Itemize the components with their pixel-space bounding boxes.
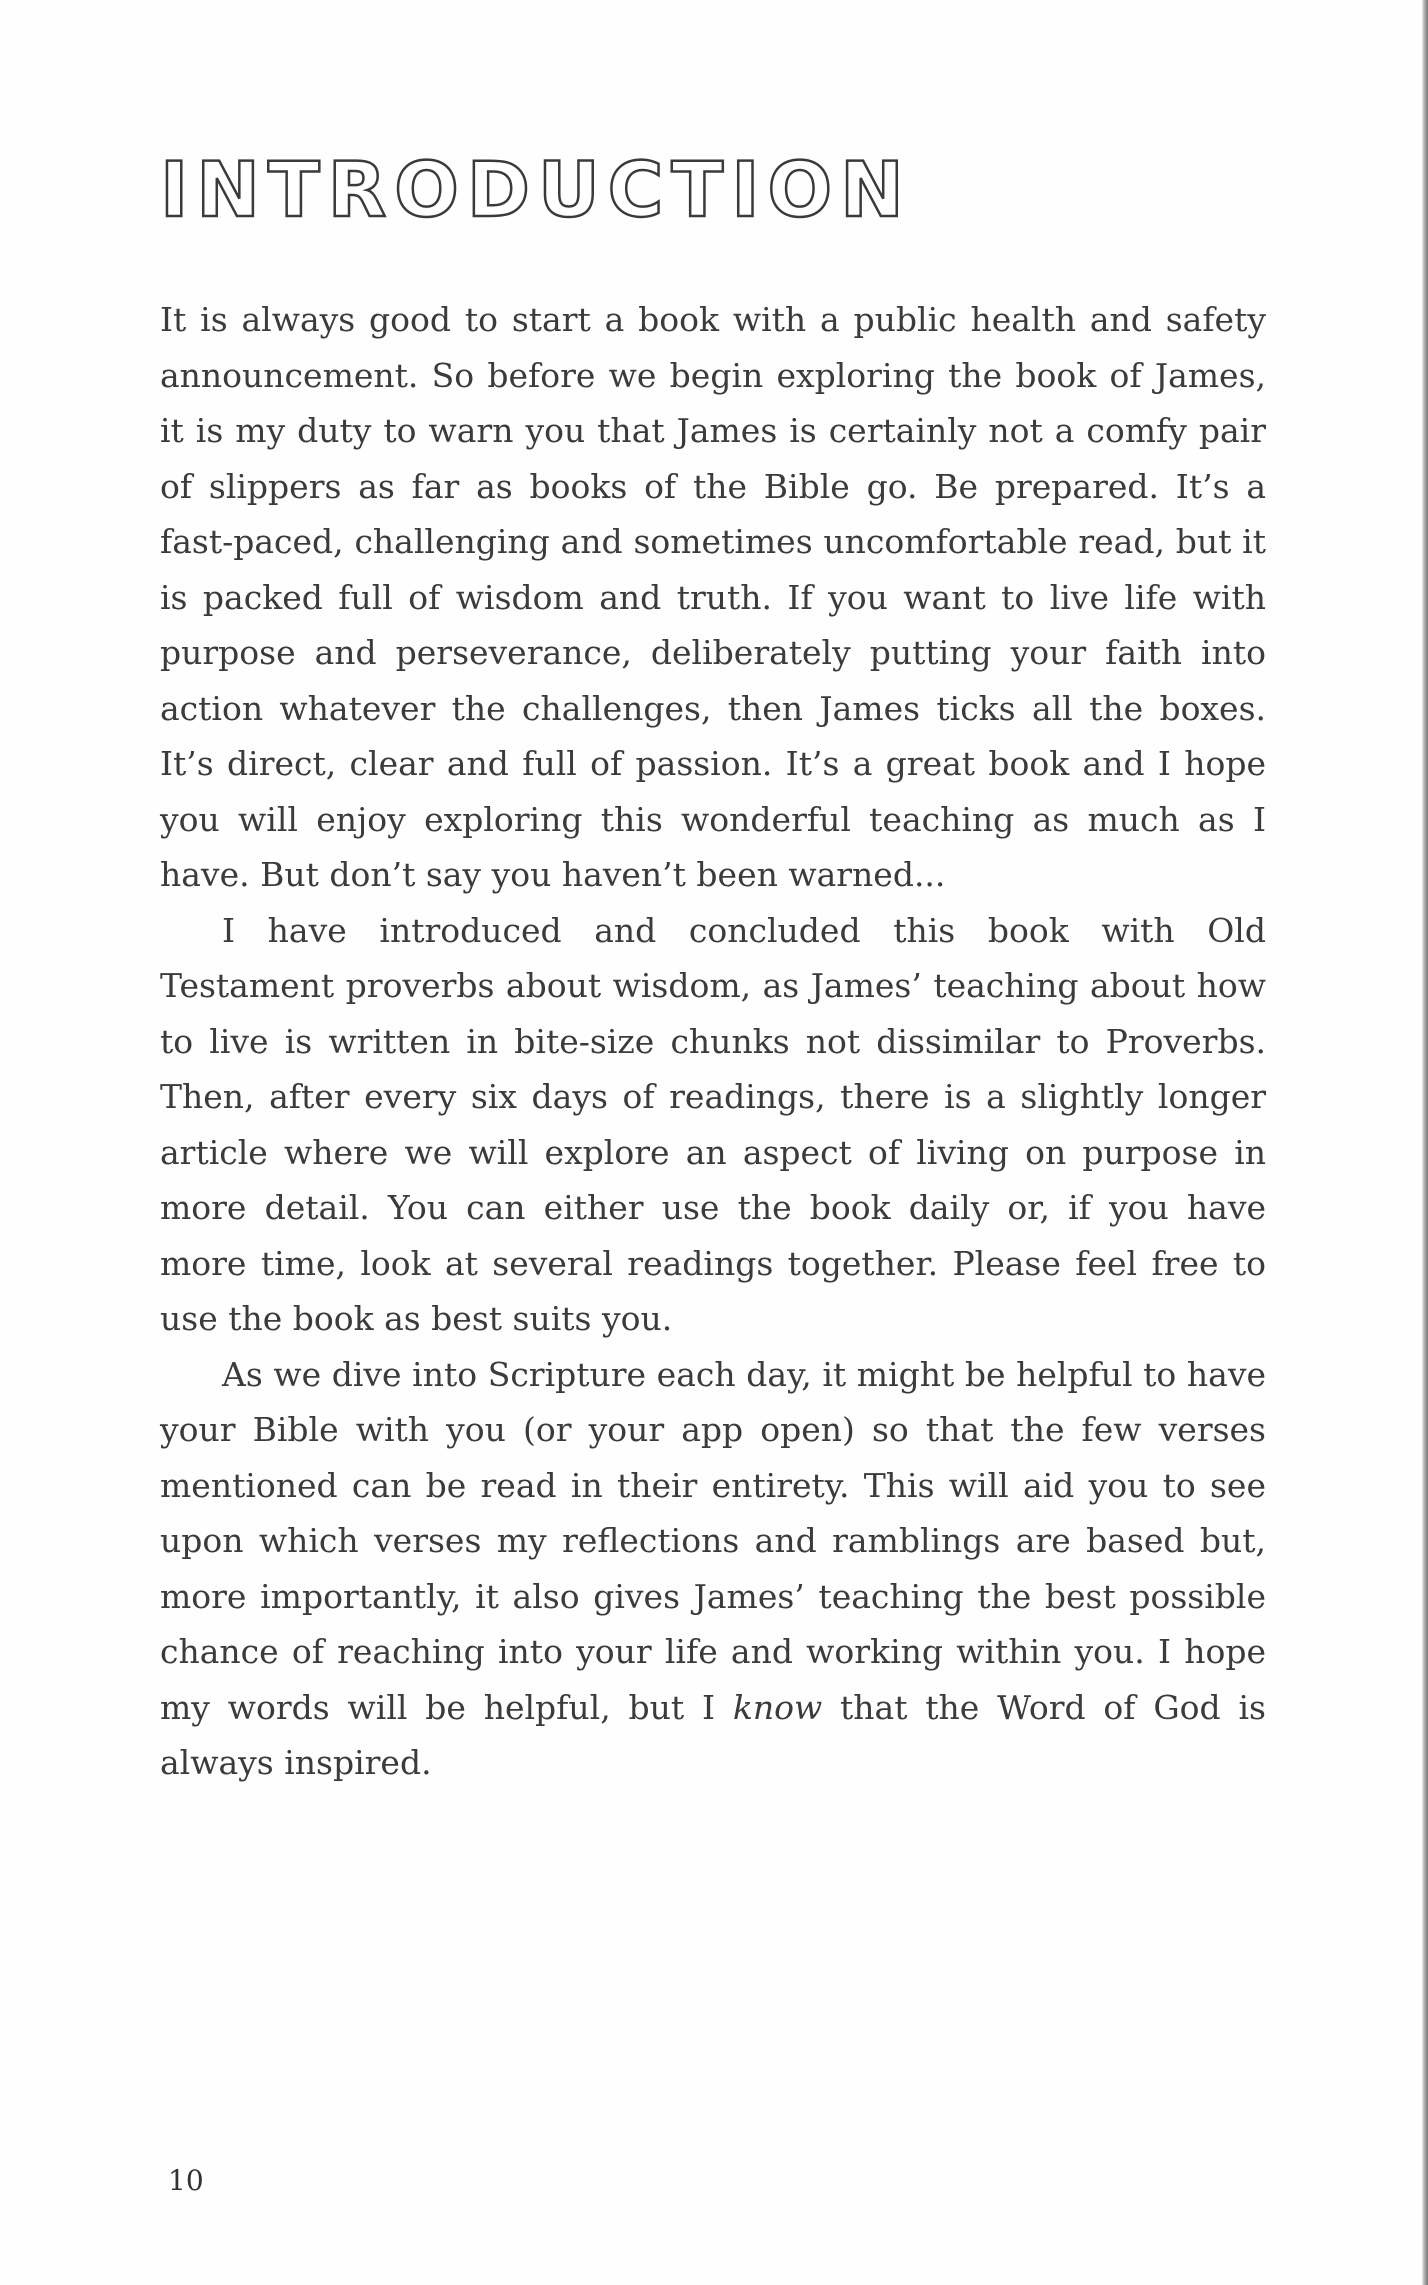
emphasized-word: know — [732, 1687, 823, 1727]
chapter-heading: INTRODUCTION — [160, 145, 912, 234]
paragraph-1: It is always good to start a book with a public health and safety announcement. So before we begin exploring the book of James, it is my duty to warn you that James is certainly not a comfy pair of slippers as far as books of the Bible go. Be prepared. It’s a fast-paced, challenging and sometimes uncomfortable read, but it is packed full of wisdom and truth. If you want to live life with purpose and perseverance, deliberately putting your faith into action whatever the challenges, then James ticks all the boxes. It’s direct, clear and full of passion. It’s a great book and I hope you will enjoy exploring this wonderful teaching as much as I have. But don’t say you haven’t been warned... — [160, 300, 1266, 894]
paragraph-3-text-end: that the Word of God is always inspired. — [160, 1687, 1266, 1782]
paragraph-2: I have introduced and concluded this book with Old Testament proverbs about wisdom, as James’ teaching about how to live is written in bite-size chunks not dissimilar to Proverbs. Then, after every six days of readings, there is a slightly longer article where we will explore an aspect of living on purpose in more detail. You can either use the book daily or, if you have more time, look at several readings together. Please feel free to use the book as best suits you. — [160, 910, 1266, 1338]
body-text — [160, 292, 1266, 1791]
paragraph-3 — [160, 1347, 1266, 1791]
page-number: 10 — [168, 2164, 204, 2197]
page-edge-shadow — [1422, 0, 1428, 2285]
paragraph-3-text-start: As we dive into Scripture each day, it might be helpful to have your Bible with you (or your app open) so that the few verses mentioned can be read in their entirety. This will aid you to see upon which verses my reflections and ramblings are based but, more importantly, it also gives James’ teaching the best possible chance of reaching into your life and working within you. I hope my words will be helpful, but I — [160, 1354, 1266, 1727]
